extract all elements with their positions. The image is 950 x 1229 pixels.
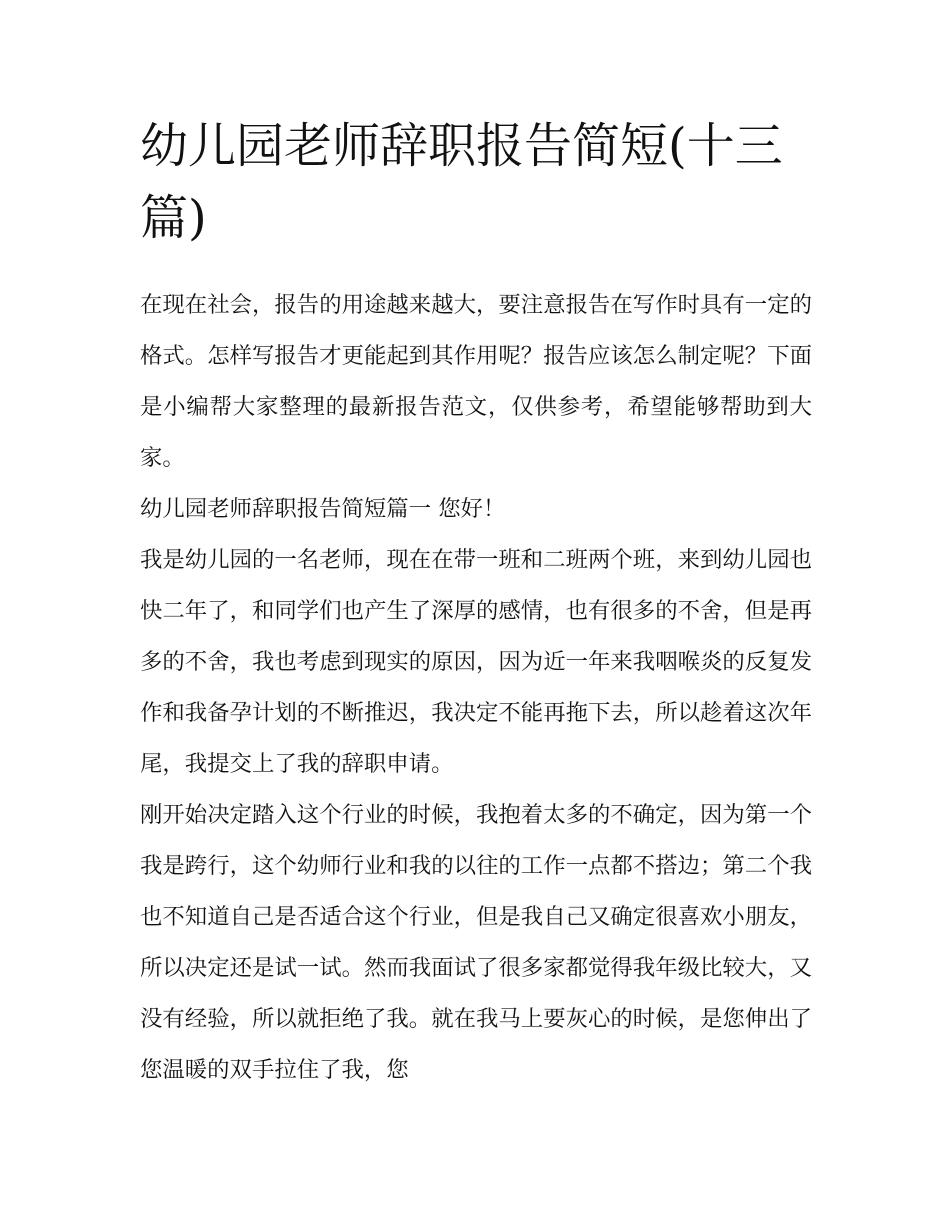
document-body — [140, 280, 812, 1096]
document-page — [140, 110, 812, 1096]
paragraph-background: 刚开始决定踏入这个行业的时候，我抱着太多的不确定，因为第一个我是跨行，这个幼师行业和我的以往的工作一点都不搭边；第二个我也不知道自己是否适合这个行业，但是我自己又确定很喜欢小朋友，所以决定还是试一试。然而我面试了很多家都觉得我年级比较大，又没有经验，所以就拒绝了我。就在我马上要灰心的时候，是您伸出了您温暖的双手拉住了我，您 — [140, 802, 812, 1083]
paragraph-intro: 在现在社会，报告的用途越来越大，要注意报告在写作时具有一定的格式。怎样写报告才更能起到其作用呢？报告应该怎么制定呢？下面是小编帮大家整理的最新报告范文，仅供参考，希望能够帮助到大家。 — [140, 292, 812, 471]
paragraph-reason: 我是幼儿园的一名老师，现在在带一班和二班两个班，来到幼儿园也快二年了，和同学们也产生了深厚的感情，也有很多的不舍，但是再多的不舍，我也考虑到现实的原因，因为近一年来我咽喉炎的反复发作和我备孕计划的不断推迟，我决定不能再拖下去，所以趁着这次年尾，我提交上了我的辞职申请。 — [140, 547, 812, 777]
paragraph-section-heading: 幼儿园老师辞职报告简短篇一 您好！ — [140, 496, 506, 522]
document-title: 幼儿园老师辞职报告简短(十三篇) — [140, 118, 783, 246]
